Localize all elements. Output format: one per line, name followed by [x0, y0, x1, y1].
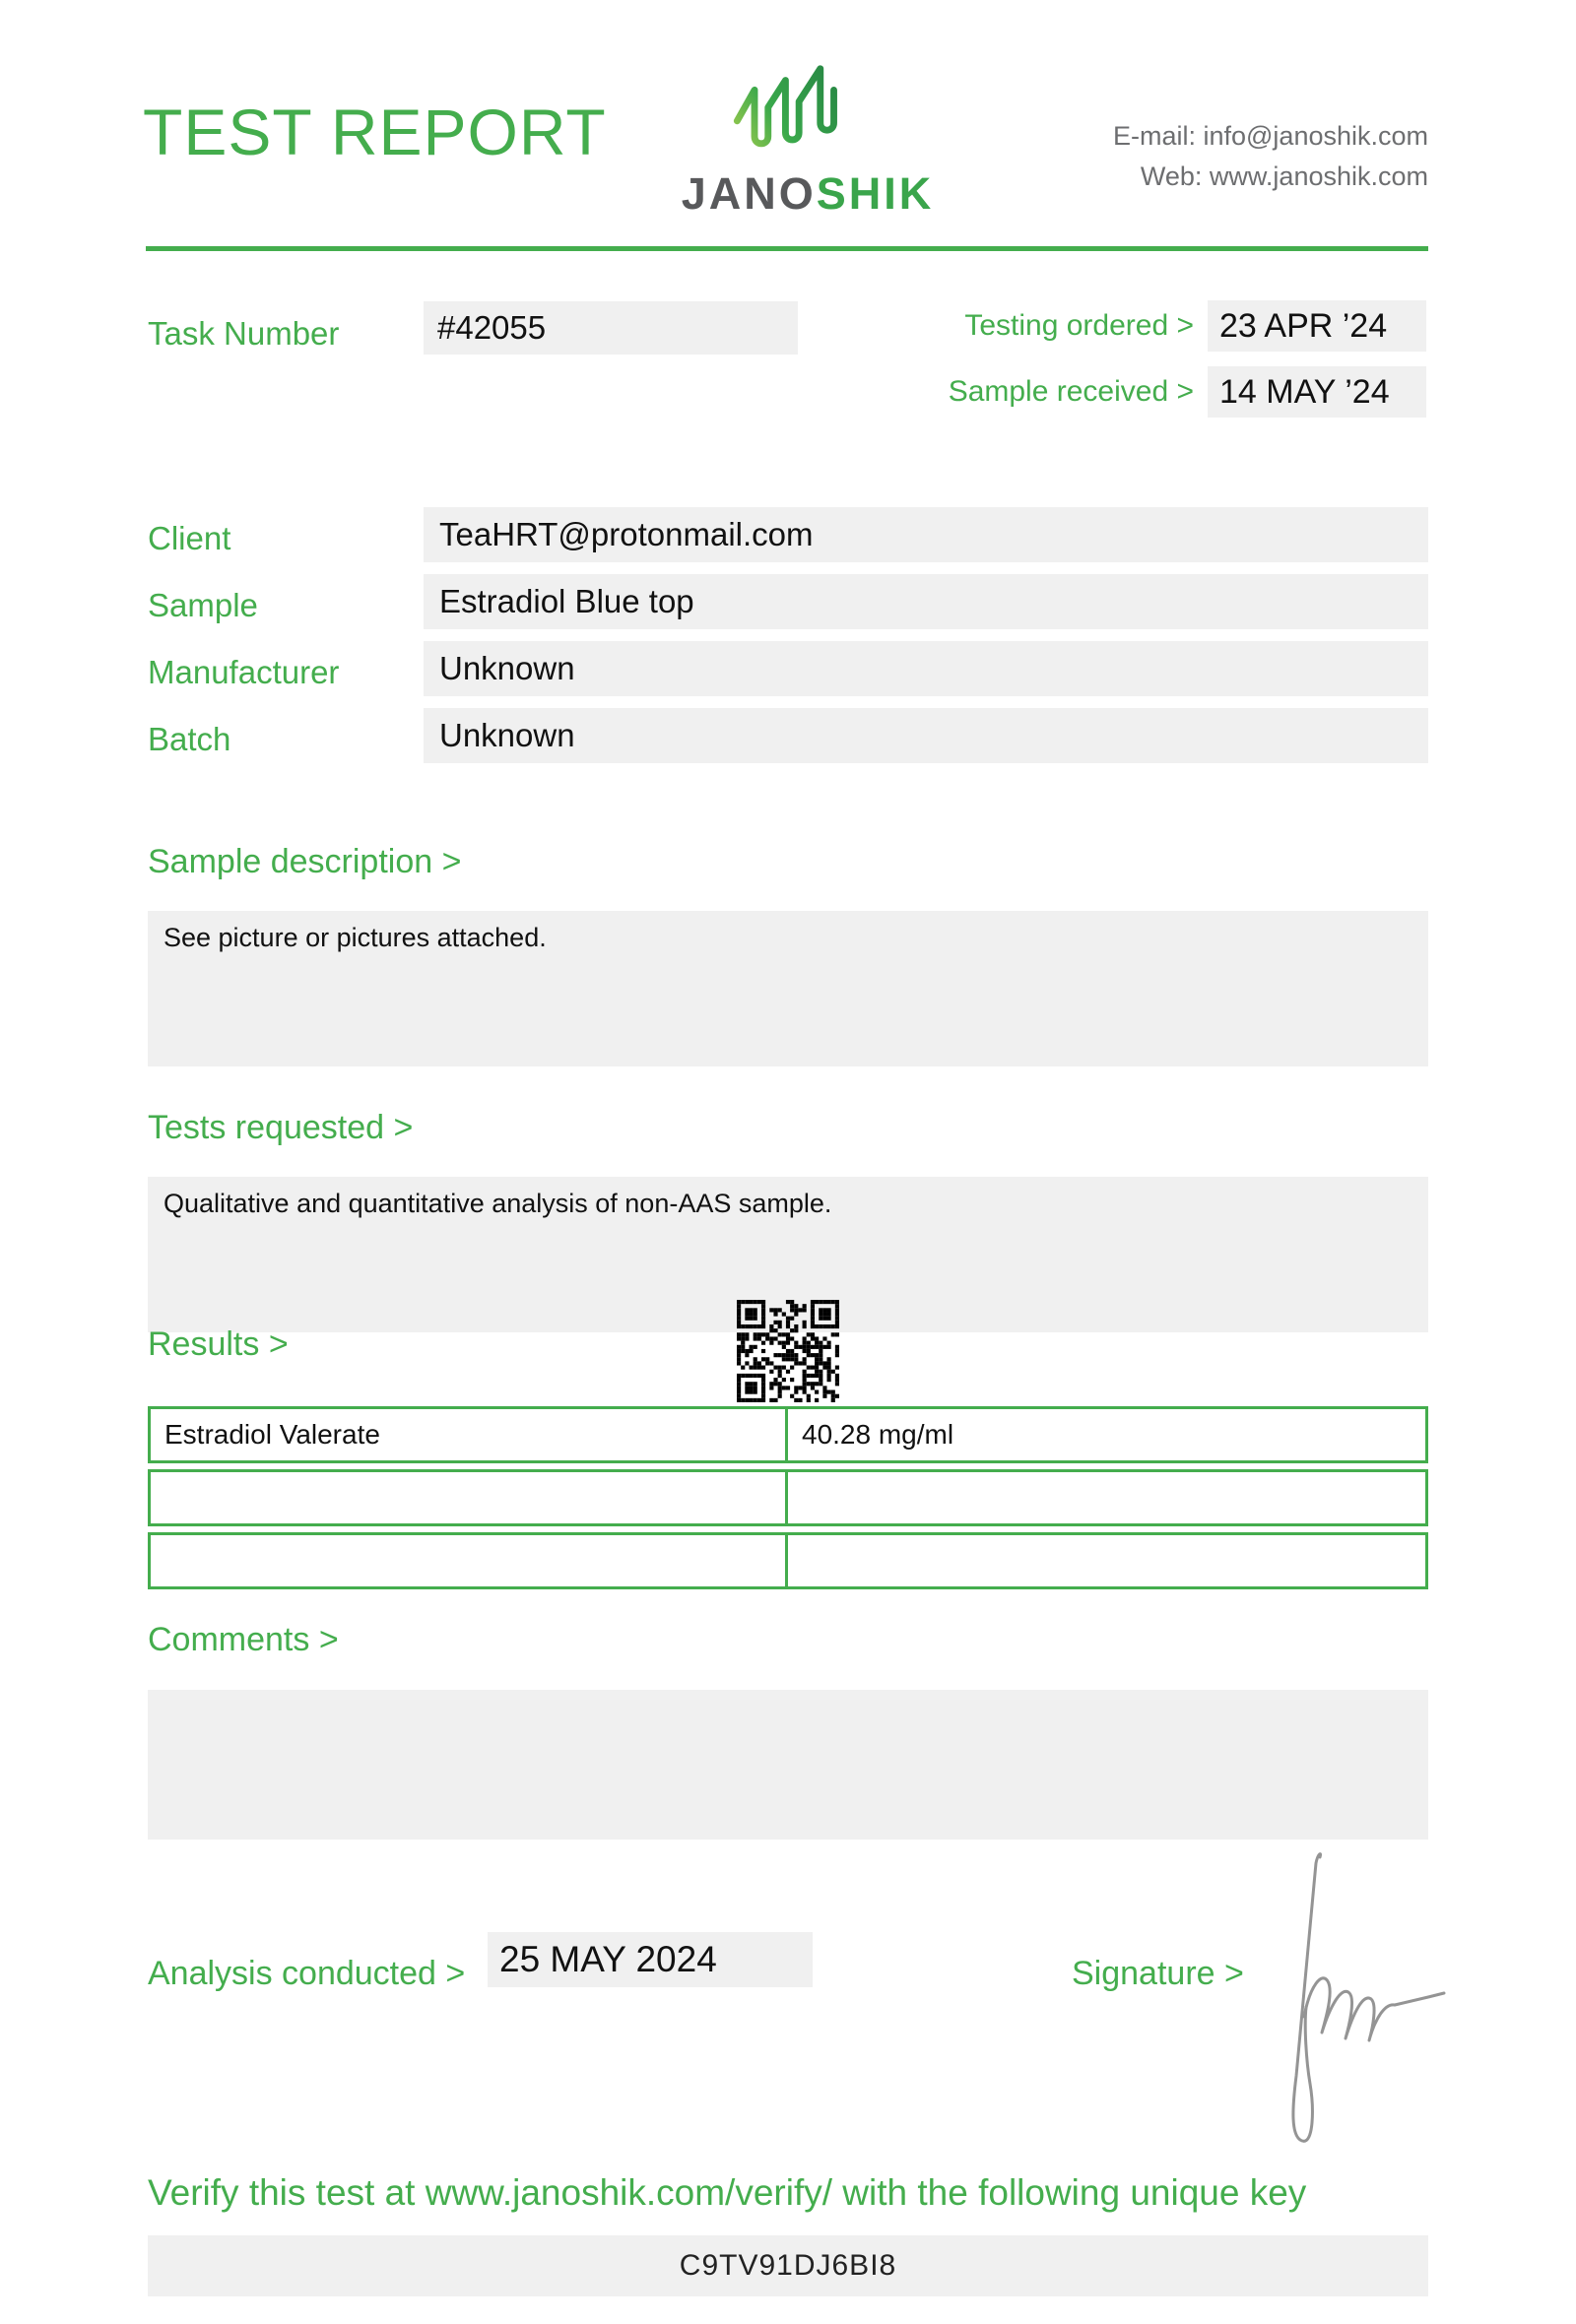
sample-label: Sample [148, 587, 258, 623]
batch-label: Batch [148, 721, 231, 757]
result-row [148, 1469, 1428, 1526]
web-value: www.janoshik.com [1209, 161, 1428, 191]
manufacturer-value: Unknown [424, 641, 1428, 696]
client-value: TeaHRT@protonmail.com [424, 507, 1428, 562]
brand-name [680, 168, 936, 220]
sample-received-value: 14 MAY ’24 [1208, 366, 1426, 418]
web-label: Web: [1140, 161, 1203, 191]
comments-box [148, 1690, 1428, 1840]
sample-received-row [949, 366, 1426, 418]
brand-logo [680, 57, 936, 220]
contact-block [1113, 116, 1428, 197]
result-value [788, 1535, 1425, 1586]
batch-value: Unknown [424, 708, 1428, 763]
page-title: TEST REPORT [143, 96, 607, 168]
result-analyte: Estradiol Valerate [151, 1409, 788, 1460]
signature-label: Signature > [1072, 1955, 1244, 1992]
analysis-date-value: 25 MAY 2024 [488, 1932, 813, 1987]
contact-email-line [1113, 116, 1428, 157]
tests-requested-title: Tests requested > [148, 1109, 414, 1146]
client-label: Client [148, 520, 231, 556]
testing-ordered-row [964, 300, 1426, 352]
sample-description-title: Sample description > [148, 843, 462, 880]
testing-ordered-value: 23 APR ’24 [1208, 300, 1426, 352]
results-title: Results > [148, 1325, 289, 1363]
signature-image [1261, 1849, 1458, 2145]
verify-instruction: Verify this test at www.janoshik.com/verify/ with the following unique key [148, 2172, 1307, 2213]
result-value [788, 1472, 1425, 1523]
result-analyte [151, 1472, 788, 1523]
header-divider [146, 246, 1428, 251]
brand-name-jano: JANO [681, 168, 817, 219]
result-row [148, 1406, 1428, 1463]
task-number-label: Task Number [148, 315, 340, 352]
tests-requested-text: Qualitative and quantitative analysis of non-AAS sample. [164, 1189, 832, 1218]
result-analyte [151, 1535, 788, 1586]
comments-title: Comments > [148, 1621, 339, 1658]
contact-web-line [1113, 157, 1428, 197]
unique-key-value: C9TV91DJ6BI8 [148, 2235, 1428, 2296]
brand-name-shik: SHIK [816, 168, 935, 219]
sample-description-box [148, 911, 1428, 1066]
email-value: info@janoshik.com [1203, 121, 1428, 151]
sample-value: Estradiol Blue top [424, 574, 1428, 629]
logo-chart-icon [724, 57, 891, 163]
manufacturer-label: Manufacturer [148, 654, 340, 690]
sample-description-text: See picture or pictures attached. [164, 923, 547, 952]
email-label: E-mail: [1112, 121, 1196, 151]
sample-received-label: Sample received > [948, 375, 1194, 408]
testing-ordered-label: Testing ordered > [964, 309, 1194, 342]
qr-code [737, 1300, 839, 1402]
task-number-value: #42055 [424, 301, 798, 355]
result-value: 40.28 mg/ml [802, 1419, 954, 1450]
result-row [148, 1532, 1428, 1589]
analysis-conducted-label: Analysis conducted > [148, 1955, 466, 1992]
